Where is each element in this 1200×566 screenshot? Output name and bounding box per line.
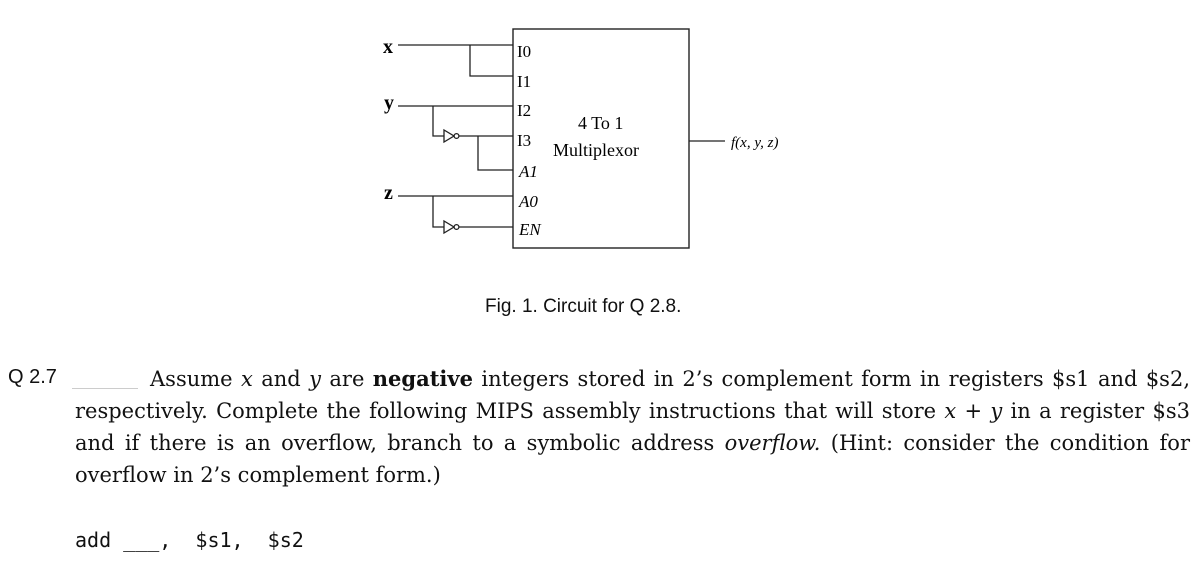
output-label: f(x, y, z) [731, 135, 779, 151]
figure-caption: Fig. 1. Circuit for Q 2.8. [485, 296, 682, 317]
mux-pin-i3: I3 [517, 131, 532, 150]
question-text-part1: Assume [150, 367, 241, 391]
multiplexer-box [513, 29, 689, 248]
var-x: x [240, 367, 253, 391]
var-y: y [309, 367, 321, 391]
input-label-y: y [384, 92, 394, 114]
not-gate-z [444, 221, 459, 233]
question-text-part2: and [252, 367, 310, 391]
mux-pin-i0: I0 [517, 42, 532, 61]
code-mnemonic: add [75, 528, 112, 552]
input-label-z: z [384, 182, 393, 204]
code-line [75, 528, 304, 552]
italic-word: overflow. [724, 431, 821, 455]
question-number: Q 2.7 [8, 366, 57, 388]
mux-pin-i2: I2 [517, 101, 532, 120]
mux-title-line2: Multiplexor [553, 140, 639, 160]
code-operands: , $s1, $s2 [159, 528, 304, 552]
question-text-part3: are [321, 367, 373, 391]
mux-pin-i1: I1 [517, 72, 532, 91]
mux-pin-en: EN [519, 220, 541, 239]
question-text-part6: (Hint: consider the condition for overflow in 2’s complement form.) [75, 431, 1190, 487]
question-text [75, 363, 1190, 491]
question-text-part4: integers stored in 2’s complement form in registers $s1 and $s2, respectively. Complete the following MIPS assembly instructions that will store [75, 367, 1190, 423]
bold-word: negative [372, 366, 473, 391]
not-gate-y [444, 130, 459, 142]
code-blank[interactable]: ___ [123, 528, 160, 552]
expression: x + y [944, 399, 1003, 423]
mux-title-line1: 4 To 1 [578, 113, 624, 133]
mux-pin-a0: A0 [519, 192, 538, 211]
input-label-x: x [383, 36, 393, 58]
mux-pin-a1: A1 [519, 162, 538, 181]
question-text-part5: in a register $s3 and if there is an overflow, branch to a symbolic address [75, 399, 1190, 455]
